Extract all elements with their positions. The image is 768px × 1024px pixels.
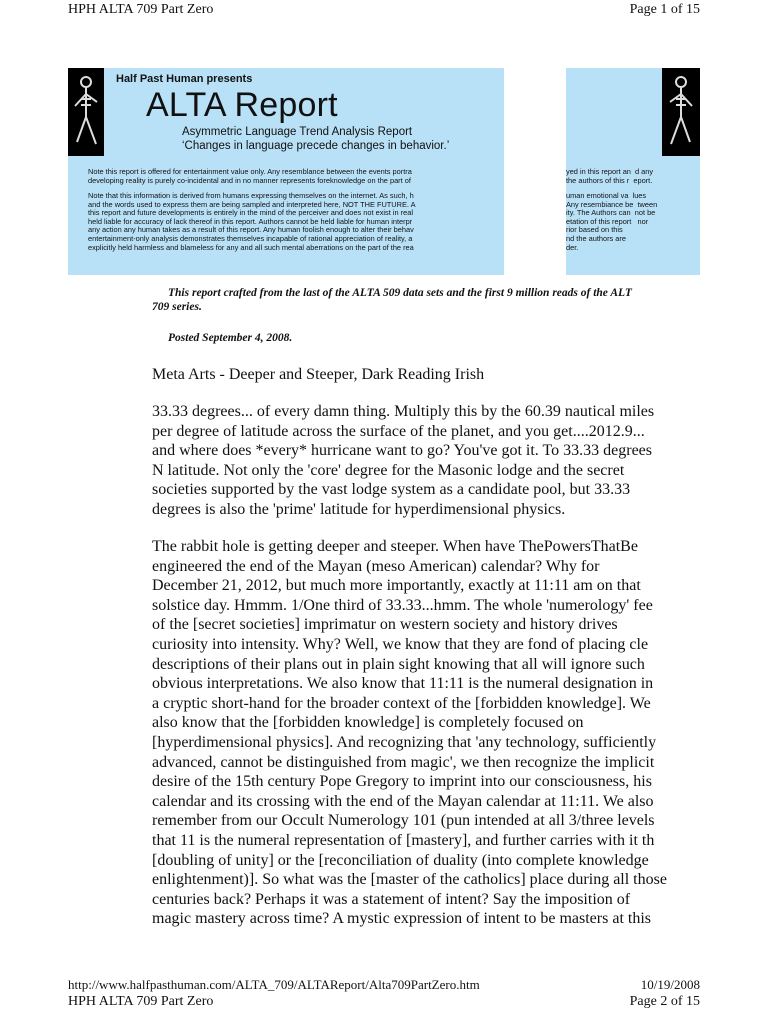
paragraph-line: December 21, 2012, but much more importantly, exactly at 11:11 am on that <box>152 577 641 595</box>
article-paragraph-1 <box>152 402 712 520</box>
source-note-line-1: This report crafted from the last of the ALTA 509 data sets and the first 9 million reads of the ALT <box>168 287 632 299</box>
source-note-line-2: 709 series. <box>152 301 202 313</box>
paragraph-line: also know that the [forbidden knowledge] is completely focused on <box>152 714 584 732</box>
disclaimer-paragraph-1: Note this report is offered for entertainment value only. Any resemblance between the events portra developing reality is purely co-incidental and in no manner represents foreknowledge on the part of <box>88 167 412 185</box>
skeleton-logo-icon <box>662 68 700 156</box>
paragraph-line: curiosity into intensity. Why? Well, we know that they are fond of placing cle <box>152 635 649 653</box>
footer-date: 10/19/2008 <box>640 977 700 992</box>
paragraph-line: degrees is also the 'prime' latitude for hyperdimensional physics. <box>152 500 566 518</box>
paragraph-line: desire of the 15th century Pope Gregory to imprint into our consciousness, his <box>152 773 652 791</box>
page-2-header-title: HPH ALTA 709 Part Zero <box>68 994 214 1009</box>
paragraph-line: solstice day. Hmmm. 1/One third of 33.33...hmm. The whole 'numerology' fee <box>152 596 653 614</box>
paragraph-line: of the [secret societies] imprimatur on western society and history drives <box>152 616 618 634</box>
article-paragraph-2 <box>152 537 712 929</box>
paragraph-line: centuries back? Perhaps it was a statement of intent? Say the imposition of <box>152 890 631 908</box>
banner-presents: Half Past Human presents <box>116 73 253 85</box>
paragraph-line: enlightenment)]. So what was the [master of the catholics] place during all those <box>152 871 667 889</box>
paragraph-line: The rabbit hole is getting deeper and steeper. When have ThePowersThatBe <box>152 538 638 555</box>
paragraph-line: descriptions of their plans out in plain sight knowing that all will ignore such <box>152 655 645 673</box>
paragraph-line: calendar and its crossing with the end of the Mayan calendar at 11:11. We also <box>152 792 654 810</box>
paragraph-line: [hyperdimensional physics]. And recognizing that 'any technology, sufficiently <box>152 733 657 751</box>
banner-subtitle: Asymmetric Language Trend Analysis Report <box>182 126 413 138</box>
paragraph-line: 33.33 degrees... of every damn thing. Multiply this by the 60.39 nautical miles <box>152 403 655 420</box>
disclaimer-right-2: uman emotional va lues Any resembiance be tween ity. The Authors can not be etation of this report nor rior based on this nd the authors are der. <box>566 191 658 252</box>
paragraph-line: that 11 is the numeral representation of [mastery], and further carries with it th <box>152 831 655 849</box>
paragraph-line: and where does *every* hurricane want to go? You've got it. To 33.33 degrees <box>152 442 653 460</box>
paragraph-line: advanced, cannot be distinguished from magic', we then recognize the implicit <box>152 753 655 771</box>
paragraph-line: N latitude. Not only the 'core' degree for the Masonic lodge and the secret <box>152 461 625 479</box>
banner-title: ALTA Report <box>146 86 338 124</box>
article-heading: Meta Arts - Deeper and Steeper, Dark Reading Irish <box>152 366 485 383</box>
page-header-number: Page 1 of 15 <box>629 2 700 17</box>
page-header-title: HPH ALTA 709 Part Zero <box>68 2 214 17</box>
paragraph-line: magic mastery across time? A mystic expression of intent to be masters at this <box>152 910 651 928</box>
banner-tagline: ‘Changes in language precede changes in behavior.’ <box>182 140 450 152</box>
paragraph-line: societies supported by the vast lodge system as a candidate pool, but 33.33 <box>152 481 631 499</box>
alta-banner-right <box>566 68 700 275</box>
paragraph-line: remember from our Occult Numerology 101 (pun intended at all 3/three levels <box>152 812 655 830</box>
paragraph-line: a cryptic short-hand for the broader context of the [forbidden knowledge]. We <box>152 694 651 712</box>
paragraph-line: [doubling of unity] or the [reconciliation of duality (into complete knowledge <box>152 851 649 869</box>
alta-banner <box>68 68 504 275</box>
posted-date: Posted September 4, 2008. <box>168 332 293 344</box>
disclaimer-right-1: yed in this report an d any the authors of this r eport. <box>566 167 654 185</box>
paragraph-line: engineered the end of the Mayan (meso American) calendar? Why for <box>152 557 600 575</box>
footer-url: http://www.halfpasthuman.com/ALTA_709/ALTAReport/Alta709PartZero.htm <box>68 977 480 992</box>
skeleton-logo-icon <box>68 68 104 156</box>
paragraph-line: obvious interpretations. We also know that 11:11 is the numeral designation in <box>152 675 654 693</box>
page-2-header-number: Page 2 of 15 <box>629 994 700 1009</box>
disclaimer-paragraph-2: Note that this information is derived from humans expressing themselves on the internet. As such, h and the words used to express them are being sampled and interpreted here, NOT THE FUTURE. A this report and future developments is entirely in the mind of the perceiver and does not exist in real held liable for accuracy of lack thereof in this report. Authors cannot be held liable for human interpr any action any human takes as a result of this report. Any human foolish enough to alter their behav entertainment-only analysis demonstrates themselves incapable of rational appreciation of reality, a explicitly held harmless and blameless for any and all such mental aberrations on the part of the rea <box>88 191 416 252</box>
report-source-note <box>152 286 700 314</box>
paragraph-line: per degree of latitude across the surface of the planet, and you get....2012.9... <box>152 422 645 440</box>
